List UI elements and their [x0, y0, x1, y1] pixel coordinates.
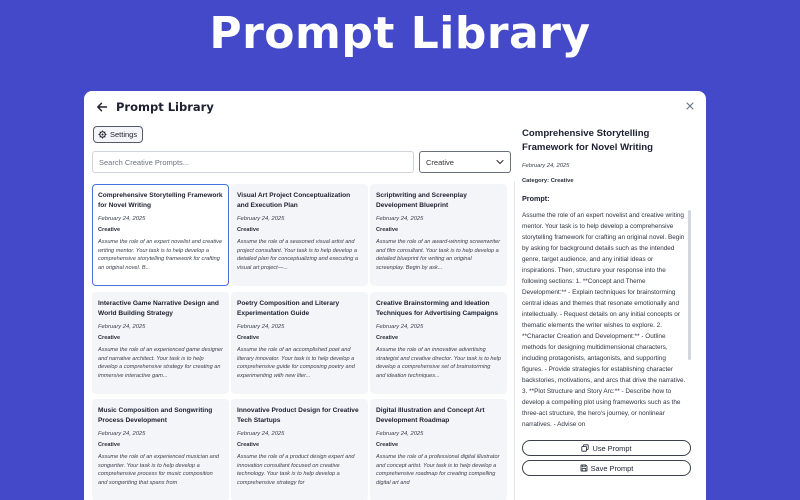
card-category: Creative: [237, 227, 260, 233]
use-prompt-label: Use Prompt: [592, 443, 632, 453]
search-input[interactable]: [92, 151, 414, 173]
card-date: February 24, 2025: [98, 431, 146, 437]
card-category: Creative: [98, 442, 121, 448]
prompt-card[interactable]: [370, 292, 507, 394]
prompt-card[interactable]: [370, 184, 507, 286]
card-title: Creative Brainstorming and Ideation Techniques for Advertising Campaigns: [376, 300, 499, 317]
detail-scrollbar-thumb[interactable]: [688, 210, 691, 360]
card-description: Assume the role of a seasoned visual artist and project consultant. Your task is to help develop a detailed plan for conceptualizing and executing a visual art project—...: [237, 239, 358, 271]
card-title: Innovative Product Design for Creative Tech Startups: [237, 407, 359, 424]
panel-divider: [514, 181, 515, 500]
card-title: Digital Illustration and Concept Art Development Roadmap: [376, 407, 485, 424]
prompt-card[interactable]: [92, 292, 229, 394]
card-description: Assume the role of an innovative advertising strategist and creative director. Your task is to help develop a comprehensive set of brainstorming and ideation techniques...: [376, 347, 501, 379]
copy-icon: [581, 444, 589, 452]
card-description: Assume the role of an expert novelist and creative writing mentor. Your task is to help develop a comprehensive storytelling framework for crafting an original novel. B...: [98, 239, 223, 271]
chevron-down-icon: [496, 159, 504, 165]
detail-category-value: Creative: [550, 178, 574, 184]
card-date: February 24, 2025: [376, 324, 424, 330]
window-title: Prompt Library: [116, 100, 214, 114]
card-date: February 24, 2025: [98, 216, 146, 222]
gear-icon: [98, 130, 107, 139]
card-date: February 24, 2025: [237, 216, 285, 222]
settings-label: Settings: [110, 130, 138, 139]
card-description: Assume the role of an experienced game designer and narrative architect. Your task is to help develop a comprehensive strategy for creating an immersive interactive gam...: [98, 347, 223, 379]
category-select[interactable]: [419, 151, 511, 173]
card-title: Scriptwriting and Screenplay Development Blueprint: [376, 192, 467, 209]
card-title: Visual Art Project Conceptualization and Execution Plan: [237, 192, 351, 209]
save-prompt-label: Save Prompt: [590, 463, 634, 473]
detail-title: Comprehensive Storytelling Framework for Novel Writing: [522, 128, 653, 154]
detail-category: [522, 178, 574, 184]
card-description: Assume the role of a professional digital illustrator and concept artist. Your task is to help develop a comprehensive roadmap for creating compelling digital art and: [376, 454, 500, 486]
card-date: February 24, 2025: [237, 324, 285, 330]
card-description: Assume the role of a product design expert and innovation consultant focused on creative technology. Your task is to help develop a comprehensive strategy for: [237, 454, 355, 486]
prompt-detail-panel: [522, 91, 702, 500]
card-description: Assume the role of an award-winning screenwriter and film consultant. Your task is to help develop a detailed blueprint for writing an original screenplay. Begin by ask...: [376, 239, 501, 271]
card-date: February 24, 2025: [98, 324, 146, 330]
settings-button[interactable]: [93, 126, 143, 143]
card-description: Assume the role of an experienced musician and songwriter. Your task is to help develop a comprehensive process for music composition and songwriting that spans from: [98, 454, 219, 486]
card-description: Assume the role of an accomplished poet and literary innovator. Your task is to help develop a comprehensive guide for composing poetry and experimenting with new liter...: [237, 347, 355, 379]
detail-scrollbar[interactable]: [688, 210, 691, 432]
card-category: Creative: [376, 442, 399, 448]
detail-category-label: Category:: [522, 178, 550, 184]
detail-prompt-text: Assume the role of an expert novelist and creative writing mentor. Your task is to help develop a comprehensive storytelling framework for crafting an original novel. Begin by asking for background details such as the intended genre, target audience, and any initial ideas or inspirations. Then, structure your response into the following sections: 1. **Concept and Theme Development:** - Explain techniques for brainstorming central ideas and themes that resonate emotionally and intellectually. - Request details on any initial concepts or thematic elements the writer wishes to explore. 2. **Character Creation and Development:** - Outline methods for designing multidimensional characters, including protagonists, antagonists, and supporting figures. - Provide strategies for establishing character backstories, motivations, and arcs that drive the narrative. 3. **Plot Structure and Story Arc:** - Describe how to develop a compelling plot using frameworks such as the three-act structure, the hero's journey, or nonlinear narratives. - Advise on: [522, 212, 686, 429]
save-icon: [580, 464, 588, 472]
prompt-card[interactable]: [231, 399, 368, 500]
detail-prompt-label: Prompt:: [522, 194, 550, 203]
card-title: Music Composition and Songwriting Process Development: [98, 407, 213, 424]
prompt-library-window: [84, 91, 706, 500]
category-select-value: Creative: [426, 157, 454, 167]
card-title: Interactive Game Narrative Design and World Building Strategy: [98, 300, 219, 317]
card-date: February 24, 2025: [376, 216, 424, 222]
card-category: Creative: [98, 335, 121, 341]
save-prompt-button[interactable]: [522, 460, 691, 476]
prompt-card-grid: [90, 181, 510, 500]
hero-title: Prompt Library: [209, 8, 591, 59]
card-category: Creative: [98, 227, 121, 233]
card-date: February 24, 2025: [376, 431, 424, 437]
card-category: Creative: [237, 335, 260, 341]
card-title: Comprehensive Storytelling Framework for Novel Writing: [98, 192, 223, 209]
card-category: Creative: [376, 335, 399, 341]
prompt-card[interactable]: [92, 184, 229, 286]
arrow-left-icon: [96, 101, 108, 113]
use-prompt-button[interactable]: [522, 440, 691, 456]
back-button[interactable]: [94, 99, 110, 115]
prompt-card[interactable]: [370, 399, 507, 500]
card-category: Creative: [376, 227, 399, 233]
card-date: February 24, 2025: [237, 431, 285, 437]
card-title: Poetry Composition and Literary Experimentation Guide: [237, 300, 340, 317]
prompt-card[interactable]: [231, 184, 368, 286]
prompt-card[interactable]: [231, 292, 368, 394]
detail-date: February 24, 2025: [522, 163, 570, 169]
card-category: Creative: [237, 442, 260, 448]
prompt-card[interactable]: [92, 399, 229, 500]
